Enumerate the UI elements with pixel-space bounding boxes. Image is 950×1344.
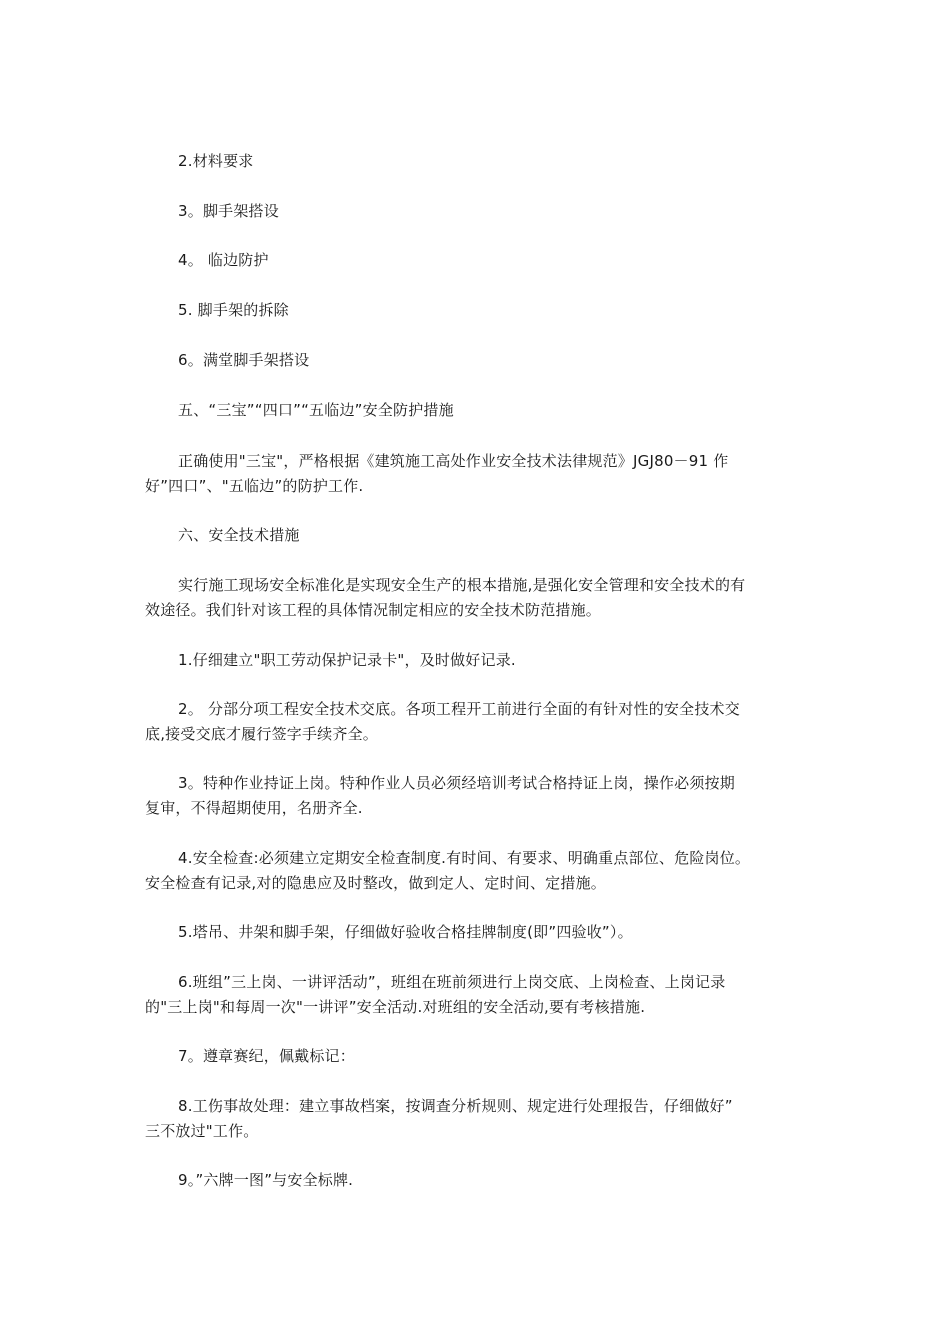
list-item-special-work-line-2: 复审，不得超期使用，名册齐全.: [145, 799, 363, 817]
list-item-materials: 2.材料要求: [178, 152, 254, 170]
list-item-accident-handling-line-1: 8.工伤事故处理：建立事故档案，按调查分析规则、规定进行处理报告，仔细做好”: [178, 1097, 733, 1115]
list-item-safety-briefing-line-1: 2。 分部分项工程安全技术交底。各项工程开工前进行全面的有针对性的安全技术交: [178, 700, 740, 718]
list-item-accident-handling-line-2: 三不放过"工作。: [145, 1122, 259, 1140]
list-item-team-activity-line-1: 6.班组”三上岗、一讲评活动”，班组在班前须进行上岗交底、上岗检查、上岗记录: [178, 973, 726, 991]
paragraph-standardization-line-1: 实行施工现场安全标准化是实现安全生产的根本措施,是强化安全管理和安全技术的有: [178, 576, 746, 594]
list-item-special-work-line-1: 3。特种作业持证上岗。特种作业人员必须经培训考试合格持证上岗，操作必须按期: [178, 774, 735, 792]
list-item-signage: 9。”六牌一图”与安全标牌.: [178, 1171, 354, 1189]
list-item-scaffold-removal: 5. 脚手架的拆除: [178, 301, 289, 319]
list-item-labor-protection: 1.仔细建立"职工劳动保护记录卡"，及时做好记录.: [178, 651, 516, 669]
list-item-safety-inspection-line-1: 4.安全检查:必须建立定期安全检查制度.有时间、有要求、明确重点部位、危险岗位。: [178, 849, 751, 867]
paragraph-three-treasures-line-1: 正确使用"三宝"，严格根据《建筑施工高处作业安全技术法律规范》JGJ80－91 作: [178, 452, 729, 470]
list-item-safety-inspection-line-2: 安全检查有记录,对的隐患应及时整改，做到定人、定时间、定措施。: [145, 874, 606, 892]
paragraph-standardization-line-2: 效途径。我们针对该工程的具体情况制定相应的安全技术防范措施。: [145, 601, 602, 619]
list-item-safety-briefing-line-2: 底,接受交底才履行签字手续齐全。: [145, 725, 378, 743]
list-item-team-activity-line-2: 的"三上岗"和每周一次"一讲评”安全活动.对班组的安全活动,要有考核措施.: [145, 998, 646, 1016]
list-item-discipline: 7。遵章赛纪，佩戴标记：: [178, 1047, 355, 1065]
list-item-scaffold-erection: 3。脚手架搭设: [178, 202, 279, 220]
list-item-acceptance: 5.塔吊、井架和脚手架，仔细做好验收合格挂牌制度(即”四验收”）。: [178, 923, 633, 941]
list-item-full-scaffold: 6。满堂脚手架搭设: [178, 351, 310, 369]
list-item-edge-protection: 4。 临边防护: [178, 251, 269, 269]
section-heading-five: 五、“三宝”“四口”“五临边”安全防护措施: [178, 401, 454, 419]
paragraph-three-treasures-line-2: 好”四口”、"五临边”的防护工作.: [145, 477, 364, 495]
section-heading-six: 六、安全技术措施: [178, 526, 300, 544]
